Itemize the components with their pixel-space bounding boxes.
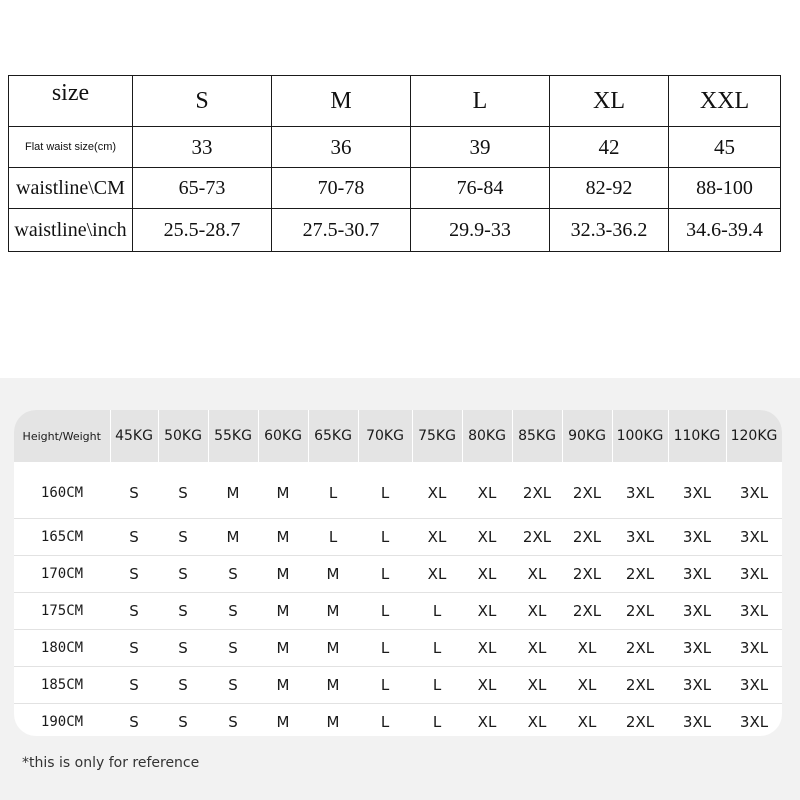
size-cell: M [258,593,308,630]
size-header-row [9,76,781,127]
size-table [8,75,781,252]
reference-note: *this is only for reference [22,755,200,771]
size-cell: S [110,667,158,704]
size-corner-label: size [9,76,133,127]
size-cell: S [158,704,208,737]
table-cell: 45 [669,127,781,168]
size-cell: XL [462,519,512,556]
size-cell: S [158,630,208,667]
weight-col-header: 50KG [158,410,208,462]
table-row [14,462,782,519]
size-cell: 3XL [726,704,782,737]
size-cell: L [412,704,462,737]
size-col-header: L [411,76,550,127]
weight-col-header: 65KG [308,410,358,462]
size-cell: M [258,704,308,737]
weight-col-header: 110KG [668,410,726,462]
table-cell: 29.9-33 [411,209,550,252]
weight-col-header: 45KG [110,410,158,462]
size-cell: S [110,630,158,667]
height-label: 185CM [14,667,110,704]
size-cell: M [308,630,358,667]
height-label: 170CM [14,556,110,593]
size-cell: M [258,462,308,519]
size-cell: XL [412,519,462,556]
size-cell: 2XL [612,556,668,593]
size-cell: 2XL [562,556,612,593]
size-table-body [9,76,781,252]
size-cell: M [258,630,308,667]
table-cell: 76-84 [411,168,550,209]
size-cell: XL [462,667,512,704]
weight-chart-panel [0,378,800,800]
weight-col-header: 80KG [462,410,512,462]
size-cell: S [208,667,258,704]
size-cell: M [258,667,308,704]
height-weight-table [14,410,782,736]
row-label: waistline\inch [9,209,133,252]
table-cell: 33 [133,127,272,168]
table-row [14,556,782,593]
table-cell: 32.3-36.2 [550,209,669,252]
size-col-header: M [272,76,411,127]
size-cell: 3XL [726,630,782,667]
size-cell: XL [462,556,512,593]
size-cell: 3XL [612,519,668,556]
waistline-cm-row [9,168,781,209]
table-row [14,667,782,704]
table-cell: 34.6-39.4 [669,209,781,252]
size-cell: XL [462,593,512,630]
weight-col-header: 100KG [612,410,668,462]
size-cell: L [412,630,462,667]
height-weight-corner: Height/Weight [14,410,110,462]
height-label: 180CM [14,630,110,667]
size-cell: XL [562,667,612,704]
size-cell: 3XL [726,593,782,630]
size-cell: S [110,593,158,630]
size-cell: 2XL [612,704,668,737]
size-cell: S [110,704,158,737]
size-cell: M [308,556,358,593]
size-cell: XL [512,667,562,704]
size-cell: 2XL [612,630,668,667]
size-cell: XL [562,630,612,667]
table-cell: 36 [272,127,411,168]
size-cell: M [308,704,358,737]
size-cell: M [308,593,358,630]
size-cell: L [358,593,412,630]
size-cell: S [158,462,208,519]
size-cell: 3XL [668,556,726,593]
size-cell: L [358,556,412,593]
size-cell: 3XL [668,519,726,556]
size-cell: 3XL [668,593,726,630]
size-cell: M [208,519,258,556]
size-cell: 3XL [726,667,782,704]
size-cell: 3XL [668,704,726,737]
size-cell: 3XL [668,462,726,519]
size-cell: L [358,667,412,704]
size-cell: XL [412,462,462,519]
table-row [14,630,782,667]
weight-col-header: 55KG [208,410,258,462]
size-cell: L [358,519,412,556]
table-row [14,519,782,556]
weight-col-header: 75KG [412,410,462,462]
size-cell: L [412,593,462,630]
weight-body [14,462,782,736]
size-cell: L [358,630,412,667]
size-cell: M [308,667,358,704]
weight-header-row [14,410,782,462]
size-cell: XL [512,630,562,667]
size-cell: L [358,704,412,737]
table-cell: 82-92 [550,168,669,209]
size-cell: S [208,556,258,593]
row-label: Flat waist size(cm) [9,127,133,168]
size-cell: S [110,519,158,556]
size-cell: XL [562,704,612,737]
weight-chart-card [14,410,782,736]
waistline-inch-row [9,209,781,252]
size-cell: S [158,556,208,593]
size-col-header: S [133,76,272,127]
size-cell: S [208,704,258,737]
weight-header [14,410,782,462]
row-label: waistline\CM [9,168,133,209]
size-cell: L [412,667,462,704]
table-row [14,704,782,737]
weight-col-header: 85KG [512,410,562,462]
size-cell: L [358,462,412,519]
size-cell: 2XL [612,593,668,630]
size-cell: 3XL [612,462,668,519]
height-label: 165CM [14,519,110,556]
size-cell: S [208,593,258,630]
size-cell: 3XL [726,519,782,556]
size-cell: 2XL [562,519,612,556]
height-label: 175CM [14,593,110,630]
size-cell: L [308,462,358,519]
size-col-header: XL [550,76,669,127]
size-cell: 3XL [726,462,782,519]
size-cell: XL [462,704,512,737]
weight-col-header: 90KG [562,410,612,462]
size-cell: S [158,593,208,630]
size-cell: XL [512,556,562,593]
size-cell: S [158,519,208,556]
size-cell: M [208,462,258,519]
height-label: 190CM [14,704,110,737]
size-cell: 3XL [668,667,726,704]
table-cell: 88-100 [669,168,781,209]
size-cell: M [258,519,308,556]
size-cell: XL [412,556,462,593]
table-cell: 65-73 [133,168,272,209]
size-cell: XL [462,462,512,519]
size-col-header: XXL [669,76,781,127]
table-row [14,593,782,630]
size-cell: S [158,667,208,704]
table-cell: 25.5-28.7 [133,209,272,252]
size-cell: S [110,462,158,519]
table-cell: 39 [411,127,550,168]
size-cell: S [110,556,158,593]
size-cell: M [258,556,308,593]
size-cell: 2XL [512,462,562,519]
size-cell: 2XL [512,519,562,556]
table-cell: 70-78 [272,168,411,209]
height-label: 160CM [14,462,110,519]
size-cell: L [308,519,358,556]
size-cell: 3XL [726,556,782,593]
weight-col-header: 70KG [358,410,412,462]
size-cell: XL [462,630,512,667]
flat-waist-row [9,127,781,168]
size-cell: 2XL [562,462,612,519]
size-cell: 2XL [612,667,668,704]
table-cell: 42 [550,127,669,168]
size-cell: 3XL [668,630,726,667]
size-cell: S [208,630,258,667]
weight-col-header: 120KG [726,410,782,462]
weight-col-header: 60KG [258,410,308,462]
size-cell: XL [512,593,562,630]
size-cell: XL [512,704,562,737]
table-cell: 27.5-30.7 [272,209,411,252]
size-cell: 2XL [562,593,612,630]
